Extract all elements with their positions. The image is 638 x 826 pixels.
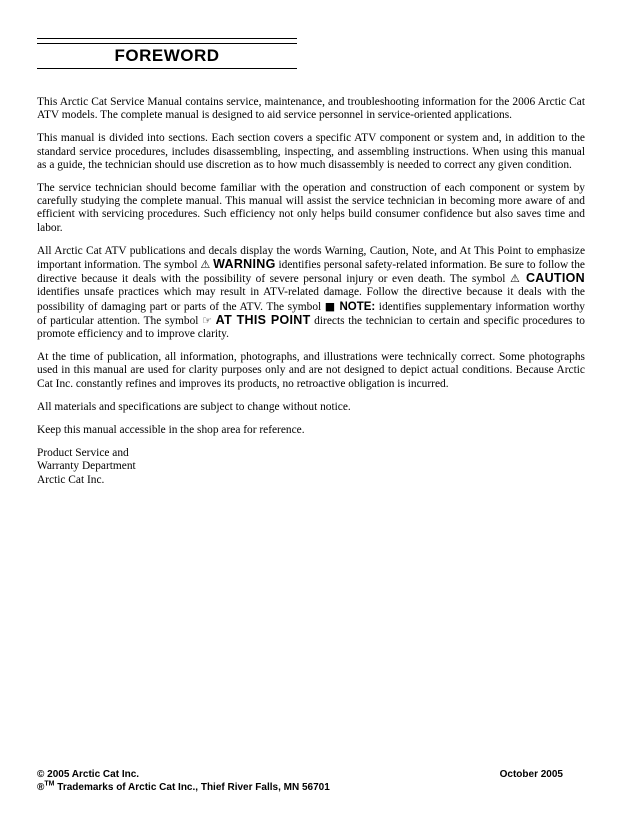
paragraph-keep-accessible: Keep this manual accessible in the shop area for reference. [37, 424, 305, 437]
symbols-text-d: identifies supplementary information worthy of particular attention. The symbol [37, 300, 585, 327]
trademark-superscript: TM [44, 780, 55, 788]
page-footer [37, 768, 563, 794]
symbols-text-b: identifies personal safety-related information. Be sure to follow the directive because it deals with the possibility of severe personal injury or even death. The symbol [37, 259, 585, 286]
paragraph-materials: All materials and specifications are subject to change without notice. [37, 400, 351, 413]
page-header [37, 38, 297, 69]
caution-triangle-icon: ⚠ [509, 272, 522, 286]
symbols-text-e: directs the technician to certain and specific procedures to promote efficiency and to improve clarity. [37, 314, 585, 341]
pointing-hand-icon: ☞ [202, 313, 213, 327]
paragraph-sections: This manual is divided into sections. Each section covers a specific ATV component or system and, in addition to the standard service procedures, includes disassembling, inspecting, and assembling instructions. When using this manual as a guide, the technician should use discretion as to how much disassembly is needed to correct any given condition. [37, 132, 585, 171]
signature-line-1: Product Service and [37, 447, 129, 460]
trademark-line [37, 781, 563, 794]
paragraph-symbols [37, 245, 585, 341]
footer-row-1 [37, 768, 563, 781]
paragraph-technician: The service technician should become familiar with the operation and construction of each component or system by carefully studying the complete manual. This manual will assist the service technician in becoming more aware of and efficient with servicing procedures. Such efficiency not only helps build consumer confidence but also saves time and labor. [37, 182, 585, 234]
paragraph-publication: At the time of publication, all information, photographs, and illustrations were technically correct. Some photographs used in this manual are used for clarity purposes only and are not designed to depict actual conditions. Because Arctic Cat Inc. constantly refines and improves its products, no retroactive obligation is incurred. [37, 351, 585, 390]
symbols-text-c: identifies unsafe practices which may result in ATV-related damage. Follow the directive because it deals with the possibility of damaging part or parts of the ATV. The symbol [37, 286, 585, 313]
warning-keyword: WARNING [213, 257, 276, 272]
caution-keyword: CAUTION [525, 271, 585, 286]
header-rule-top [37, 38, 297, 39]
signature-line-3: Arctic Cat Inc. [37, 473, 105, 486]
publication-date: October 2005 [499, 769, 563, 780]
registered-mark: ® [37, 782, 45, 793]
trademark-text: Trademarks of Arctic Cat Inc., Thief River Falls, MN 56701 [54, 782, 330, 793]
page-title: FOREWORD [114, 46, 220, 65]
header-rule-bottom [37, 68, 297, 69]
symbols-text-a: All Arctic Cat ATV publications and decals display the words Warning, Caution, Note, and At This Point to emphasize important information. The symbol [37, 244, 585, 272]
warning-triangle-icon: ⚠ [200, 258, 211, 272]
signature-block [37, 447, 585, 487]
paragraph-intro: This Arctic Cat Service Manual contains service, maintenance, and troubleshooting information for the 2006 Arctic Cat ATV models. The complete manual is designed to aid service personnel in service-oriented applications. [37, 96, 585, 122]
at-this-point-keyword: AT THIS POINT [215, 312, 311, 327]
foreword-body [37, 96, 585, 487]
signature-line-2: Warranty Department [37, 460, 136, 473]
copyright-text: © 2005 Arctic Cat Inc. [37, 769, 140, 780]
note-keyword: NOTE: [339, 300, 376, 313]
black-square-icon: ■ [324, 299, 336, 313]
